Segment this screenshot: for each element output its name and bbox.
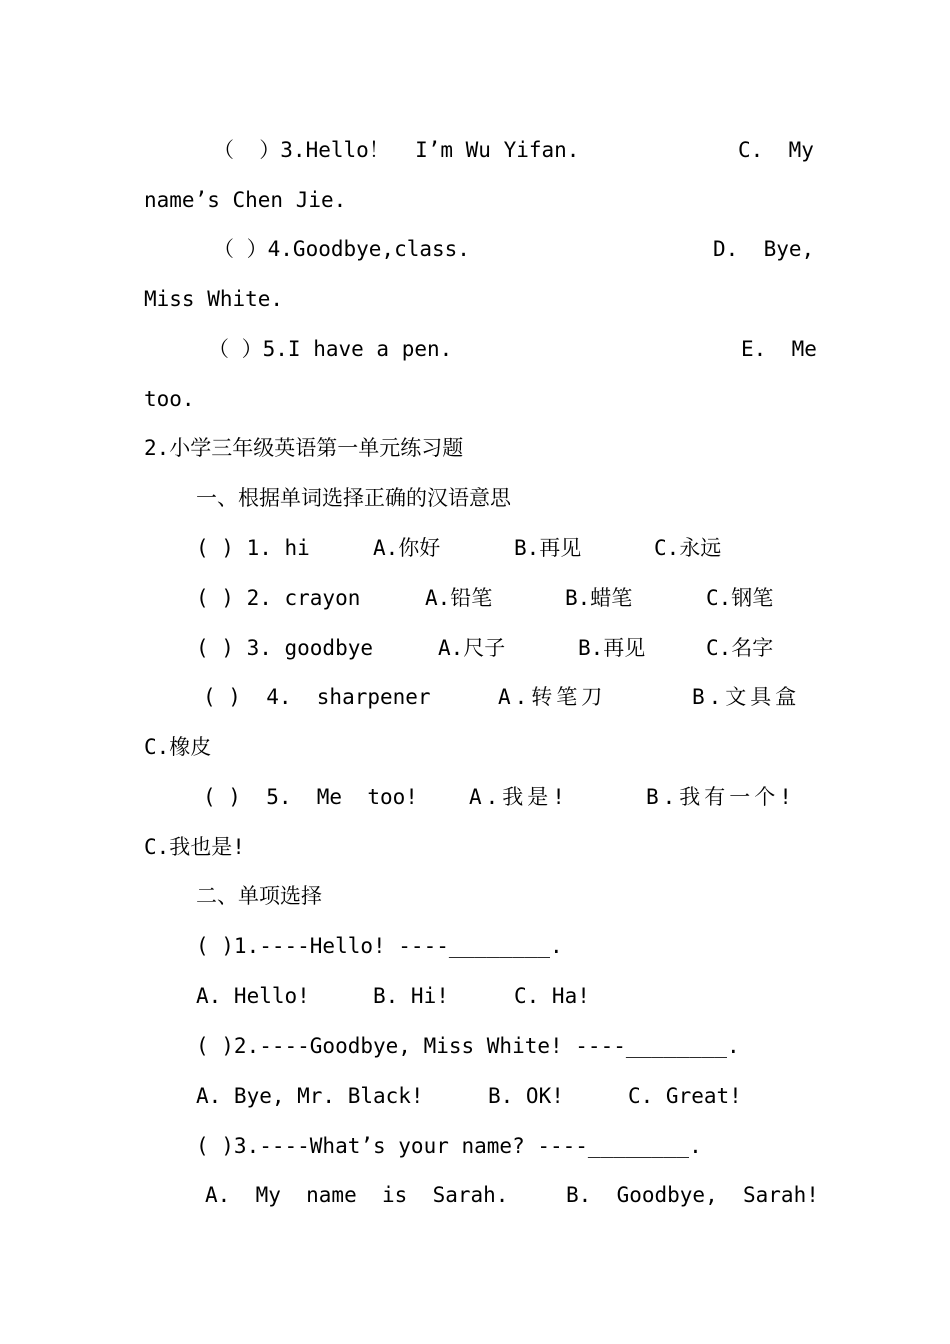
question-row xyxy=(0,132,950,168)
vocab-word: ( ) 4. sharpener xyxy=(203,685,431,709)
option-a: A.我是! xyxy=(469,785,569,809)
vocab-item xyxy=(0,779,950,815)
option-b: B.蜡笔 xyxy=(565,586,633,610)
question-text: ( )3.----What’s your name? ----________. xyxy=(196,1134,702,1158)
option-a: A.尺子 xyxy=(438,636,506,660)
vocab-item xyxy=(0,580,950,616)
vocab-word: ( ) 1. hi xyxy=(196,536,310,560)
option-b: B.文具盒 xyxy=(692,685,801,709)
question-text: ( )2.----Goodbye, Miss White! ----________. xyxy=(196,1034,740,1058)
question-text: （ ）3.Hello！ I’m Wu Yifan. xyxy=(213,138,580,162)
option-c: C. Ha! xyxy=(514,984,590,1008)
answer-option: E. Me xyxy=(741,337,817,361)
question-continuation xyxy=(0,381,950,417)
option-a: A.你好 xyxy=(373,536,441,560)
question-text: （ ）4.Goodbye,class. xyxy=(213,237,470,261)
option-a: A. My name is Sarah. xyxy=(205,1183,509,1207)
option-c: C.永远 xyxy=(654,536,722,560)
option-c: C.橡皮 xyxy=(144,735,212,759)
option-b: B.再见 xyxy=(514,536,582,560)
mc-options xyxy=(0,1177,950,1213)
vocab-item xyxy=(0,679,950,715)
part-heading xyxy=(0,878,950,914)
mc-options xyxy=(0,1078,950,1114)
continuation-text: too. xyxy=(144,387,195,411)
vocab-word: ( ) 5. Me too! xyxy=(203,785,418,809)
vocab-item xyxy=(0,630,950,666)
part-heading xyxy=(0,480,950,516)
option-b: B.再见 xyxy=(578,636,646,660)
section-title xyxy=(0,430,950,466)
option-a: A.铅笔 xyxy=(425,586,493,610)
mc-question xyxy=(0,1028,950,1064)
question-text: ( )1.----Hello! ----________. xyxy=(196,934,563,958)
option-c: C.我也是! xyxy=(144,835,245,859)
question-continuation xyxy=(0,829,950,865)
vocab-word: ( ) 3. goodbye xyxy=(196,636,374,660)
option-c: C. Great! xyxy=(628,1084,742,1108)
question-row xyxy=(0,331,950,367)
mc-question xyxy=(0,1128,950,1164)
option-c: C.钢笔 xyxy=(706,586,774,610)
answer-option: C. My xyxy=(738,138,814,162)
vocab-item xyxy=(0,530,950,566)
option-a: A. Bye, Mr. Black! xyxy=(196,1084,424,1108)
answer-option: D. Bye, xyxy=(713,237,815,261)
mc-options xyxy=(0,978,950,1014)
option-c: C.名字 xyxy=(706,636,774,660)
option-b: B. OK! xyxy=(488,1084,564,1108)
option-a: A. Hello! xyxy=(196,984,310,1008)
part-heading-text: 二、单项选择 xyxy=(196,884,322,908)
question-continuation xyxy=(0,281,950,317)
option-b: B. Goodbye, Sarah! xyxy=(566,1183,819,1207)
option-b: B. Hi! xyxy=(373,984,449,1008)
option-b: B.我有一个! xyxy=(646,785,796,809)
option-a: A.转笔刀 xyxy=(498,685,607,709)
continuation-text: Miss White. xyxy=(144,287,284,311)
question-text: （ ）5.I have a pen. xyxy=(208,337,453,361)
part-heading-text: 一、根据单词选择正确的汉语意思 xyxy=(196,486,511,510)
question-continuation xyxy=(0,182,950,218)
question-row xyxy=(0,231,950,267)
question-continuation xyxy=(0,729,950,765)
vocab-word: ( ) 2. crayon xyxy=(196,586,361,610)
continuation-text: name’s Chen Jie. xyxy=(144,188,347,212)
section-title-text: 2.小学三年级英语第一单元练习题 xyxy=(144,436,464,460)
mc-question xyxy=(0,928,950,964)
